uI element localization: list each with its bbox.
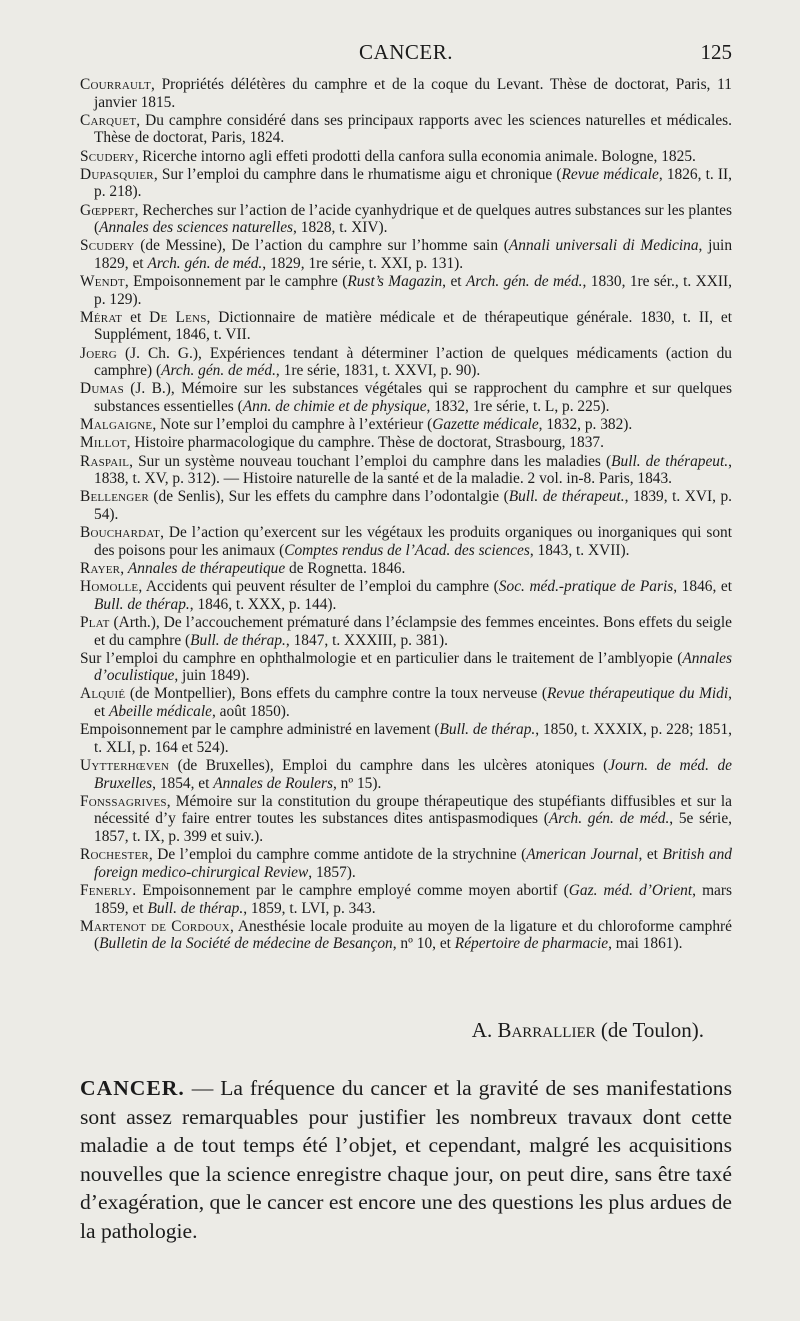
entry-author: Martenot de Cordoux [80, 917, 230, 935]
entry-text: (de Montpellier), Bons effets du camphre contre la toux nerveuse ( [125, 685, 548, 703]
entry-author: Courrault [80, 76, 151, 93]
entry-source-title: Gaz. méd. d’Orient [568, 881, 693, 899]
entry-text: (de Bruxelles), Emploi du camphre dans les ulcères atoniques ( [169, 757, 609, 775]
entry-author: Joerg [80, 344, 117, 362]
entry-source-title: Bull. de thérapeut. [611, 452, 729, 470]
entry-text: (J. Ch. G.), Expériences tendant à déterminer l’action de quelques médicaments (action du camphre) ( [94, 344, 732, 380]
entry-author: Scudery [80, 237, 135, 255]
entry-source-title: Annales de thérapeutique [127, 559, 286, 577]
bibliography-entry [80, 148, 732, 166]
entry-author: Fonssagrives [80, 792, 167, 810]
bibliography-entry [80, 882, 732, 917]
entry-text: , Sur l’emploi du camphre dans le rhumatisme aigu et chronique ( [153, 165, 562, 183]
entry-source-title: Bull. de thérap. [439, 721, 536, 739]
entry-text: , 1859, t. LVI, p. 343. [243, 899, 376, 917]
signature-name: Barrallier [497, 1018, 596, 1042]
entry-author: Scudery [80, 147, 135, 165]
entry-source-title: Comptes rendus de l’Acad. des sciences [284, 541, 530, 559]
bibliography-list [80, 76, 732, 954]
entry-text: , Dictionnaire de matière médicale et de thérapeutique générale. 1830, t. II, et Supplément, 1846, t. VII. [94, 308, 733, 344]
bibliography-entry [80, 560, 732, 578]
entry-source-title: Bull. de thérapeut. [508, 488, 625, 506]
entry-text: , Histoire pharmacologique du camphre. Thèse de doctorat, Strasbourg, 1837. [126, 434, 604, 452]
bibliography-entry [80, 453, 732, 488]
entry-source-title: Arch. gén. de méd. [465, 273, 583, 291]
entry-text: , 1846, t. XXX, p. 144). [189, 595, 337, 613]
bibliography-entry [80, 614, 732, 649]
entry-text: de Rognetta. 1846. [285, 559, 406, 577]
signature-initial: A. [471, 1018, 498, 1042]
bibliography-entry [80, 380, 732, 415]
entry-text: (de Senlis), Sur les effets du camphre dans l’odontalgie ( [148, 488, 509, 506]
entry-text: , et [94, 685, 732, 721]
entry-author: Dumas [80, 380, 124, 398]
entry-source-title: Arch. gén. de méd. [548, 810, 670, 828]
author-signature [472, 1018, 704, 1043]
entry-text: , juin 1829, et [94, 237, 733, 272]
entry-text: , Anesthésie locale produite au moyen de la ligature et du chloroforme camphré ( [94, 917, 732, 953]
entry-text: Sur l’emploi du camphre en ophthalmologie et en particulier dans le traitement de l’amblyopie ( [80, 649, 683, 667]
bibliography-entry [80, 76, 732, 111]
entry-source-title: Annales de Roulers [213, 774, 333, 792]
entry-source-title: Annales d’oculistique [94, 649, 732, 685]
entry-author: Rochester [80, 846, 149, 864]
article-heading: CANCER. [80, 1076, 185, 1100]
entry-author: Uytterhœven [80, 757, 170, 775]
entry-text: Empoisonnement par le camphre administré en lavement ( [80, 721, 440, 739]
bibliography-entry [80, 434, 732, 452]
entry-text: , Propriétés délétères du camphre et de la coque du Levant. Thèse de doctorat, Paris, 11 janvier 1815. [94, 76, 732, 111]
entry-text: , 1830, 1re sér., t. XXII, p. 129). [94, 273, 732, 308]
entry-text: , 1828, t. XIV). [293, 219, 388, 237]
entry-text: , mai 1861). [608, 935, 683, 953]
entry-text: (Arth.), De l’accouchement prématuré dans l’éclampsie des femmes enceintes. Bons effets du seigle et du camphre ( [94, 613, 732, 649]
entry-source-title: Gazette médicale [432, 416, 539, 434]
entry-source-title: Bull. de thérap. [190, 631, 286, 649]
entry-author: Alquié [80, 685, 126, 703]
entry-text: , nº 10, et [392, 935, 455, 953]
bibliography-entry [80, 237, 732, 272]
entry-text: , 1857). [308, 863, 356, 881]
entry-text: , De l’action qu’exercent sur les végétaux les produits organiques ou inorganiques qui sont des poisons pour les animaux ( [94, 524, 732, 559]
entry-author: Fenerly [80, 881, 133, 899]
entry-text: , 1832, 1re série, t. L, p. 225). [426, 398, 610, 416]
entry-source-title: Répertoire de pharmacie [454, 935, 609, 953]
bibliography-entry [80, 112, 732, 147]
entry-text: , Recherches sur l’action de l’acide cyanhydrique et de quelques autres substances sur les plantes ( [94, 201, 732, 237]
entry-text: , Empoisonnement par le camphre ( [124, 273, 348, 291]
entry-author: Carquet [80, 111, 137, 129]
entry-author: Plat [80, 613, 110, 631]
entry-text: , mars 1859, et [94, 881, 732, 917]
entry-text: , et [442, 273, 466, 291]
bibliography-entry [80, 846, 732, 881]
entry-source-title: American Journal [526, 846, 639, 864]
bibliography-entry [80, 524, 732, 559]
page-number: 125 [700, 40, 732, 64]
bibliography-entry [80, 578, 732, 613]
bibliography-entry [80, 416, 732, 434]
entry-source-title: Revue thérapeutique du Midi [547, 685, 729, 703]
entry-author: Raspail [80, 452, 130, 470]
entry-text: . Empoisonnement par le camphre employé comme moyen abortif ( [132, 881, 569, 899]
entry-author: Gœppert [80, 201, 135, 219]
bibliography-entry [80, 793, 732, 846]
entry-text: , nº 15). [332, 774, 382, 792]
entry-source-title: Bulletin de la Société de médecine de Besançon [99, 935, 393, 953]
bibliography-entry [80, 309, 732, 344]
entry-source-title: Annales des sciences naturelles [99, 219, 294, 237]
bibliography-entry [80, 721, 732, 756]
entry-text: , Ricerche intorno agli effeti prodotti della canfora sulla economia animale. Bologne, 1825. [134, 147, 696, 165]
entry-text: , 1843, t. XVII). [529, 541, 630, 559]
bibliography-entry [80, 488, 732, 523]
entry-text: , Accidents qui peuvent résulter de l’emploi du camphre ( [138, 578, 499, 596]
entry-text: , 1826, t. II, p. 218). [94, 165, 732, 201]
bibliography-entry [80, 757, 732, 792]
entry-author: Bellenger [80, 488, 149, 506]
entry-text: , 1829, 1re série, t. XXI, p. 131). [262, 254, 464, 272]
entry-source-title: Abeille médicale [108, 703, 212, 721]
entry-author: Homolle [80, 578, 139, 596]
entry-author: Millot [80, 434, 127, 452]
entry-text: (de Messine), De l’action du camphre sur l’homme sain ( [134, 237, 509, 255]
entry-text: , 1832, p. 382). [538, 416, 633, 434]
entry-text: , 1839, t. XVI, p. 54). [94, 488, 732, 523]
signature-place: (de Toulon). [595, 1018, 704, 1042]
entry-text: , août 1850). [211, 703, 290, 721]
entry-text: , 1838, t. XV, p. 312). — Histoire naturelle de la santé et de la maladie. 2 vol. in-8. Paris, 1843. [94, 452, 732, 488]
entry-text: , 1846, et [673, 578, 732, 596]
entry-source-title: Arch. gén. de méd. [161, 362, 276, 380]
entry-source-title: Arch. gén. de méd. [147, 254, 263, 272]
entry-text: , et [638, 846, 663, 864]
entry-text: , De l’emploi du camphre comme antidote de la strychnine ( [148, 846, 527, 864]
entry-text: , [120, 559, 128, 577]
entry-text: , Sur un système nouveau touchant l’emploi du camphre dans les maladies ( [129, 452, 612, 470]
entry-text: , 1847, t. XXXIII, p. 381). [285, 631, 448, 649]
entry-text: , 1854, et [152, 774, 214, 792]
bibliography-entry [80, 202, 732, 237]
entry-source-title: Bull. de thérap. [94, 595, 190, 613]
entry-author: Rayer [80, 559, 121, 577]
entry-source-title: Bull. de thérap. [147, 899, 244, 917]
bibliography-entry [80, 273, 732, 308]
entry-author: Mérat [80, 308, 123, 326]
entry-text: , Mémoire sur la constitution du groupe thérapeutique des stupéfiants diffusibles et sur la nécessité d’y faire entrer toutes les substances dites antispasmodiques ( [94, 792, 732, 828]
entry-author: Dupasquier [80, 165, 154, 183]
entry-source-title: Journ. de méd. de Bruxelles [94, 757, 732, 792]
running-title: CANCER. [359, 40, 453, 64]
cancer-article [80, 1074, 732, 1246]
bibliography-entry [80, 685, 732, 720]
entry-text: , juin 1849). [174, 667, 250, 685]
entry-source-title: Ann. de chimie et de physique [242, 398, 427, 416]
page-header [80, 40, 732, 70]
entry-author: Malgaigne [80, 416, 153, 434]
entry-text: , 5e série, 1857, t. IX, p. 399 et suiv.). [94, 810, 732, 845]
entry-source-title: Annali universali di Medicina [508, 237, 699, 255]
entry-text: , Du camphre considéré dans ses principaux rapports avec les sciences naturelles et médicales. Thèse de doctorat, Paris, 1824. [94, 111, 732, 147]
entry-author: De Lens [149, 308, 207, 326]
bibliography-entry [80, 166, 732, 201]
entry-author: Bouchardat [80, 524, 161, 542]
entry-author: Wendt [80, 273, 125, 291]
entry-text: , 1re série, 1831, t. XXVI, p. 90). [275, 362, 481, 380]
bibliography-entry [80, 345, 732, 380]
bibliography-entry [80, 918, 732, 953]
bibliography-entry [80, 650, 732, 685]
entry-source-title: British and foreign medico-chirurgical Review [94, 846, 732, 881]
entry-text: et [122, 308, 150, 326]
article-intro-text: — La fréquence du cancer et la gravité de ses manifestations sont assez remarquables pour justifier les nombreux travaux dont cette maladie a de tout temps été l’objet, et cependant, malgré les acquisitions nouvelles que la science enregistre chaque jour, on peut dire, sans être taxé d’exagération, que le cancer est encore une des questions les plus ardues de la pathologie. [80, 1076, 732, 1243]
entry-source-title: Revue médicale [561, 165, 659, 183]
entry-source-title: Rust’s Magazin [347, 273, 443, 291]
entry-text: (J. B.), Mémoire sur les substances végétales qui se rapprochent du camphre et sur quelques substances essentielles ( [94, 380, 732, 416]
entry-source-title: Soc. méd.-pratique de Paris [498, 578, 674, 596]
entry-text: , 1850, t. XXXIX, p. 228; 1851, t. XLI, p. 164 et 524). [94, 721, 733, 756]
entry-text: , Note sur l’emploi du camphre à l’extérieur ( [152, 416, 433, 434]
